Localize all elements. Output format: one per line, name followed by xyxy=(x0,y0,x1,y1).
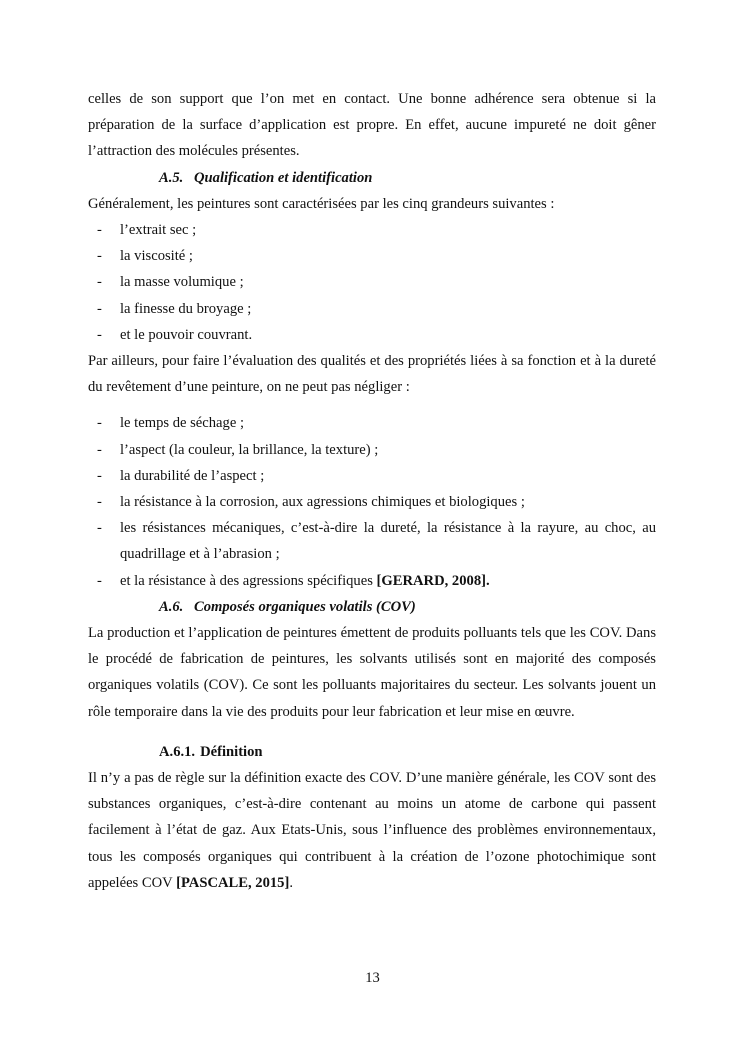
list-dash: - xyxy=(97,520,102,537)
section-heading-a6 xyxy=(88,594,656,620)
list-dash: - xyxy=(97,467,102,484)
section-number: A.6. xyxy=(159,598,184,615)
page-number: 13 xyxy=(365,970,380,986)
list-dash: - xyxy=(97,415,102,432)
characteristics-list xyxy=(88,217,656,348)
list-dash: - xyxy=(97,274,102,291)
spacer xyxy=(88,400,656,410)
subsection-number: A.6.1. xyxy=(159,743,196,760)
section-heading-a5 xyxy=(88,165,656,191)
subsection-title: Définition xyxy=(200,743,263,760)
list-item-text: la masse volumique ; xyxy=(120,274,244,291)
list-item-text: l’aspect (la couleur, la brillance, la texture) ; xyxy=(120,441,379,458)
paragraph-adhesion: celles de son support que l’on met en contact. Une bonne adhérence sera obtenue si la préparation de la surface d’application est propre. En effet, aucune impureté ne doit gêner l’attraction des molécules présentes. xyxy=(88,91,656,160)
list-dash: - xyxy=(97,248,102,265)
list-item xyxy=(88,243,656,269)
citation-reference: [PASCALE, 2015] xyxy=(176,874,290,891)
list-item xyxy=(88,322,656,348)
list-item xyxy=(88,410,656,436)
section-number: A.5. xyxy=(159,169,184,186)
section-title: Composés organiques volatils (COV) xyxy=(194,598,416,615)
list-item-text: l’extrait sec ; xyxy=(120,222,197,239)
list-item-text: et le pouvoir couvrant. xyxy=(120,326,253,343)
paragraph-evaluation-intro: Par ailleurs, pour faire l’évaluation des qualités et des propriétés liées à sa fonction et à la dureté du revêtement d’une peinture, on ne peut pas négliger : xyxy=(88,353,656,396)
list-dash: - xyxy=(97,572,102,589)
subsection-heading-a61 xyxy=(88,739,656,765)
list-dash: - xyxy=(97,441,102,458)
paragraph-cov-definition xyxy=(88,765,656,896)
list-dash: - xyxy=(97,222,102,239)
properties-list xyxy=(88,410,656,593)
paragraph-characteristics-intro: Généralement, les peintures sont caractérisées par les cinq grandeurs suivantes : xyxy=(88,195,555,212)
list-dash: - xyxy=(97,300,102,317)
list-item xyxy=(88,463,656,489)
document-page xyxy=(88,86,656,896)
list-item xyxy=(88,437,656,463)
list-item-text: et la résistance à des agressions spécifiques xyxy=(120,572,377,589)
list-item-text: les résistances mécaniques, c’est-à-dire la dureté, la résistance à la rayure, au choc, au quadrillage et à l’abrasion ; xyxy=(120,520,656,563)
list-item xyxy=(88,217,656,243)
citation-reference: [GERARD, 2008]. xyxy=(376,572,490,589)
list-item-text: la durabilité de l’aspect ; xyxy=(120,467,265,484)
list-item-text: la finesse du broyage ; xyxy=(120,300,252,317)
list-item xyxy=(88,296,656,322)
list-item xyxy=(88,489,656,515)
spacer xyxy=(88,725,656,739)
list-dash: - xyxy=(97,326,102,343)
list-dash: - xyxy=(97,494,102,511)
list-item-text: la résistance à la corrosion, aux agressions chimiques et biologiques ; xyxy=(120,494,525,511)
list-item-text: le temps de séchage ; xyxy=(120,415,244,432)
list-item-text: la viscosité ; xyxy=(120,248,193,265)
paragraph-end: . xyxy=(289,874,293,891)
list-item xyxy=(88,269,656,295)
section-title: Qualification et identification xyxy=(194,169,373,186)
list-item xyxy=(88,568,656,594)
list-item xyxy=(88,515,656,567)
paragraph-cov-production: La production et l’application de peintures émettent de produits polluants tels que les COV. Dans le procédé de fabrication de peintures, les solvants utilisés sont en majorité des composés organiques volatils (COV). Ce sont les polluants majoritaires du secteur. Les solvants jouent un rôle temporaire dans la vie des produits pour leur fabrication et leur mise en œuvre. xyxy=(88,625,656,720)
paragraph-text: Il n’y a pas de règle sur la définition exacte des COV. D’une manière générale, les COV sont des substances organiques, c’est-à-dire contenant au moins un atome de carbone qui passent facilement à l’état de gaz. Aux Etats-Unis, sous l’influence des problèmes environnementaux, tous les composés organiques qui contribuent à la création de l’ozone photochimique sont appelées COV xyxy=(88,770,656,891)
